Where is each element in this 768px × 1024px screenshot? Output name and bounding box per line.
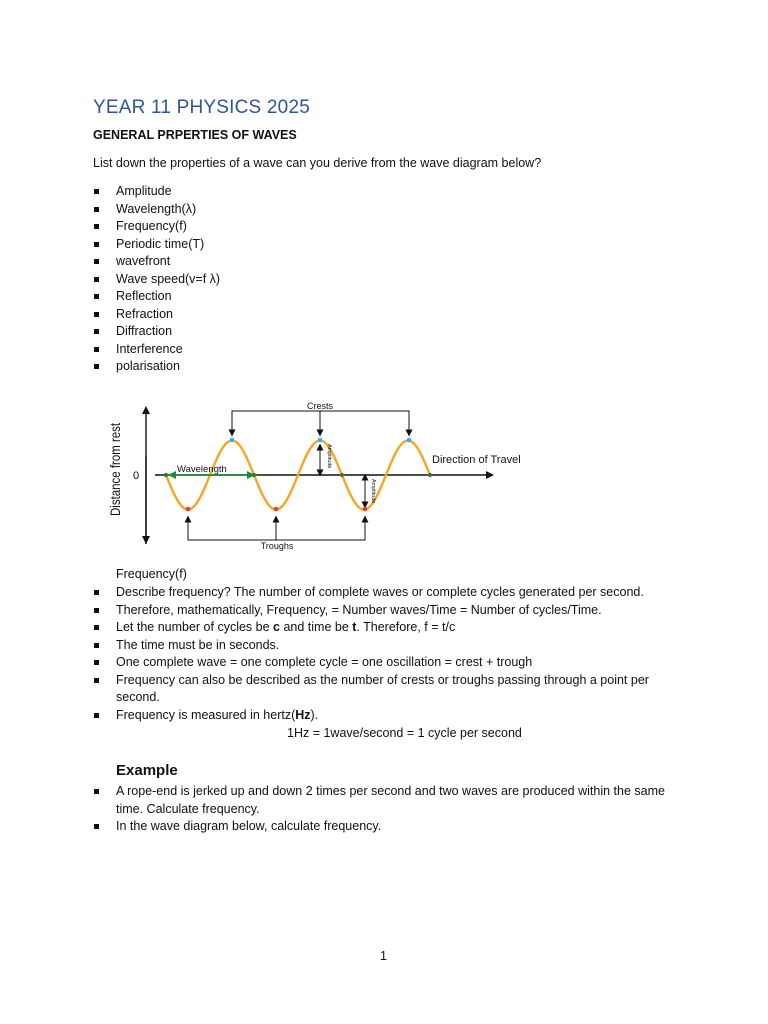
trough-dot [274,507,279,512]
zero-label: 0 [133,470,140,482]
wave-diagram [100,396,550,556]
rest-dot [252,473,256,477]
time-symbol: t [352,620,357,634]
cycles-symbol: c [273,620,280,634]
rest-dot [340,473,344,477]
properties-list [93,183,683,376]
list-item [93,619,683,637]
amplitude-label: Amplitude [370,479,376,504]
rest-dot [428,473,432,477]
frequency-heading: Frequency(f) [116,567,187,581]
list-item: polarisation [93,358,683,376]
list-item: Frequency(f) [93,218,683,236]
list-item: Diffraction [93,323,683,341]
crests-label: Crests [306,401,334,411]
example-list [93,783,683,836]
list-item: Describe frequency? The number of complete waves or complete cycles generated per second. [93,584,683,602]
list-item: A rope-end is jerked up and down 2 times per second and two waves are produced within the same time. Calculate frequency. [93,783,683,818]
page-number: 1 [380,949,387,963]
wavelength-label: Wavelength [177,464,227,475]
trough-dot [363,507,368,512]
section-heading: GENERAL PRPERTIES OF WAVES [93,128,297,142]
list-item-text: . Therefore, f = t/c [356,620,456,634]
list-item-text: Frequency is measured in hertz( [116,707,296,722]
crest-dot [407,438,412,443]
list-item: Wave speed(v=f λ) [93,271,683,289]
troughs-label: Troughs [260,541,294,551]
y-axis-label: Distance from rest [106,422,124,516]
list-item-text: ). [310,707,319,722]
list-item: Wavelength(λ) [93,201,683,219]
unit-symbol: Hz [295,707,311,722]
crest-dot [318,438,323,443]
list-item: Amplitude [93,183,683,201]
list-item: wavefront [93,253,683,271]
list-item-text: Let the number of cycles be [116,620,274,634]
rest-dot [164,473,168,477]
list-item: Refraction [93,306,683,324]
trough-dot [186,507,191,512]
direction-of-travel-label: Direction of Travel [432,454,521,466]
list-item: The time must be in seconds. [93,637,683,655]
crest-dot [230,438,235,443]
amplitude-label: Amplitude [326,444,332,469]
list-item: In the wave diagram below, calculate frequency. [93,818,683,836]
list-item: One complete wave = one complete cycle = one oscillation = crest + trough [93,654,683,672]
list-item: Interference [93,341,683,359]
list-item [93,707,683,725]
list-item: Frequency can also be described as the number of crests or troughs passing through a point per second. [93,672,683,707]
frequency-list [93,584,683,724]
list-item: Periodic time(T) [93,236,683,254]
intro-question: List down the properties of a wave can you derive from the wave diagram below? [93,156,542,170]
hertz-formula: 1Hz = 1wave/second = 1 cycle per second [287,726,522,740]
list-item: Reflection [93,288,683,306]
example-heading: Example [116,762,178,779]
list-item: Therefore, mathematically, Frequency, = Number waves/Time = Number of cycles/Time. [93,602,683,620]
document-title: YEAR 11 PHYSICS 2025 [93,97,310,118]
list-item-text: and time be [279,620,353,634]
